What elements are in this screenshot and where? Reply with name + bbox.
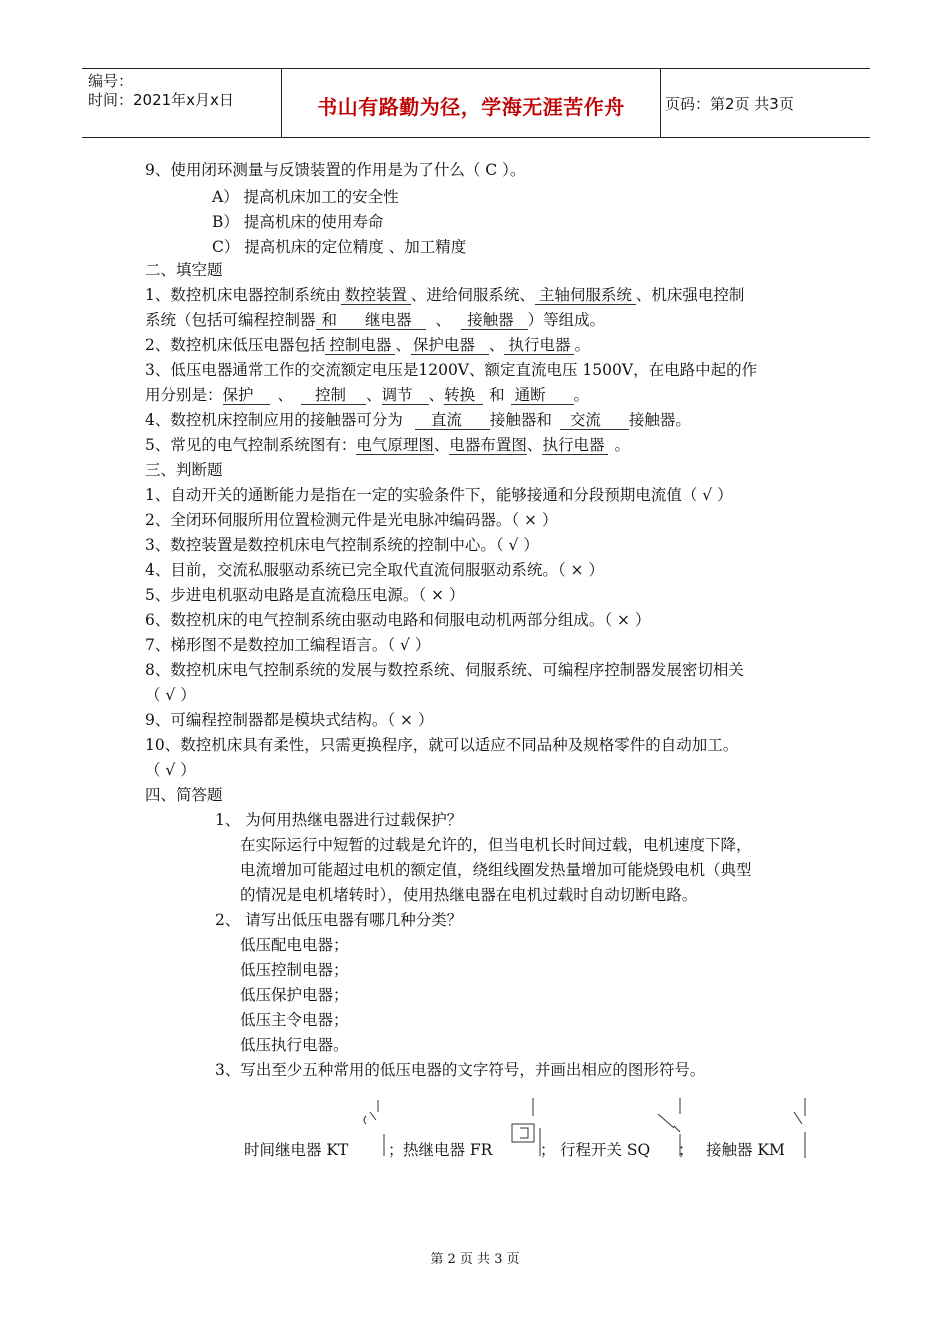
answer-blank: 转换	[444, 386, 483, 405]
answer-blank: 执行电器	[542, 436, 608, 455]
symbol-separator: ；	[388, 1141, 404, 1159]
thermal-relay-symbol	[512, 1098, 540, 1156]
symbol-label-contactor: 接触器 KM	[706, 1141, 785, 1159]
contactor-symbol	[794, 1098, 805, 1158]
option-a: A） 提高机床加工的安全性	[212, 188, 399, 206]
judge-item: 1、自动开关的通断能力是指在一定的实验条件下，能够接通和分段预期电流值（ √ ）	[145, 486, 733, 504]
text: 系统（包括可编程控制器	[145, 311, 316, 329]
answer-blank: 控制电器	[325, 336, 395, 355]
option-c: C） 提高机床的定位精度 、加工精度	[212, 238, 467, 256]
limit-switch-symbol	[658, 1098, 680, 1156]
answer-blank: 数控装置	[341, 286, 411, 305]
judge-item: 10、数控机床具有柔性，只需更换程序，就可以适应不同品种及规格零件的自动加工。	[145, 736, 739, 754]
answer-blank: 交流	[560, 411, 629, 430]
symbol-separator: ；	[540, 1141, 556, 1159]
text: 、	[526, 436, 543, 454]
judge-item: 7、梯形图不是数控加工编程语言。（ √ ）	[145, 636, 431, 654]
short-question-2: 2、 请写出低压电器有哪几种分类？	[215, 911, 463, 929]
judge-item: 4、目前，交流私服驱动系统已完全取代直流伺服驱动系统。（ × ）	[145, 561, 604, 579]
text: 、机床强电控制	[635, 286, 745, 304]
fill-line-1	[145, 285, 744, 305]
time-label: 时间：2021年x月x日	[88, 91, 234, 109]
symbol-separator: ；	[678, 1141, 694, 1159]
judge-item: 5、步进电机驱动电路是直流稳压电源。（ × ）	[145, 586, 465, 604]
answer-blank: 直流	[415, 411, 490, 430]
text: 、	[366, 386, 382, 404]
answer-blank: 保护	[223, 386, 270, 405]
fill-heading: 二、填空题	[145, 261, 223, 279]
judge-item: 6、数控机床的电气控制系统由驱动电路和伺服电动机两部分组成。（ × ）	[145, 611, 651, 629]
page-footer: 第 2 页 共 3 页	[430, 1252, 520, 1267]
number-label: 编号：	[88, 72, 134, 90]
fill-line-5	[145, 385, 589, 405]
text: 、	[277, 386, 294, 404]
answer-line: 低压执行电器。	[240, 1036, 349, 1054]
text: 1、数控机床电器控制系统由	[145, 286, 341, 304]
answer-line: 在实际运行中短暂的过载是允许的，但当电机长时间过载，电机速度下降，	[240, 836, 752, 854]
answer-blank: 调节	[382, 386, 429, 405]
fill-line-7	[145, 435, 630, 455]
text: 。	[573, 386, 590, 404]
fill-line-2	[145, 310, 605, 330]
text: 4、数控机床控制应用的接触器可分为	[145, 411, 403, 429]
text: 、进给伺服系统、	[410, 286, 535, 304]
fill-line-4: 3、低压电器通常工作的交流额定电压是1200V、额定直流电压 1500V，在电路中起的作	[145, 361, 758, 379]
answer-line: 低压配电电器；	[240, 936, 349, 954]
text: 和	[489, 386, 505, 404]
question-9: 9、使用闭环测量与反馈装置的作用是为了什么（ C ）。	[145, 161, 526, 179]
header-left-cell	[82, 69, 280, 137]
answer-blank: 和	[316, 311, 344, 330]
option-b: B） 提高机床的使用寿命	[212, 213, 384, 231]
judge-item: 2、全闭环伺服所用位置检测元件是光电脉冲编码器。（ × ）	[145, 511, 558, 529]
answer-blank: 通断	[511, 386, 574, 405]
answer-line: 低压控制电器；	[240, 961, 349, 979]
judge-item: 8、数控机床电气控制系统的发展与数控系统、伺服系统、可编程序控制器发展密切相关	[145, 661, 744, 679]
symbol-label-time-relay: 时间继电器 KT	[244, 1141, 349, 1159]
answer-blank: 电器布置图	[449, 436, 527, 454]
text: 、	[435, 311, 452, 329]
fill-line-3	[145, 335, 590, 355]
answer-blank: 保护电器	[411, 336, 489, 355]
text: 2、数控机床低压电器包括	[145, 336, 326, 354]
answer-blank: 继电器	[343, 311, 426, 330]
text: 用分别是：	[145, 386, 223, 404]
answer-line: 低压保护电器；	[240, 986, 349, 1004]
answer-blank: 主轴伺服系统	[535, 286, 636, 305]
time-relay-symbol	[364, 1100, 384, 1156]
judge-item: 3、数控装置是数控机床电气控制系统的控制中心。（ √ ）	[145, 536, 539, 554]
answer-line: 低压主令电器；	[240, 1011, 349, 1029]
text: 、	[433, 436, 450, 454]
answer-blank: 电气原理图	[356, 436, 434, 454]
text: 。	[574, 336, 590, 354]
text: 接触器。	[628, 411, 691, 429]
text: 、	[428, 386, 445, 404]
fill-line-6	[145, 410, 691, 430]
answer-blank: 接触器	[461, 311, 528, 330]
symbol-label-thermal-relay: 热继电器 FR	[403, 1141, 493, 1159]
page-info: 页码：第2页 共3页	[665, 95, 794, 113]
judge-item: 9、可编程控制器都是模块式结构。（ × ）	[145, 711, 434, 729]
text: 接触器和	[489, 411, 552, 429]
text: ）等组成。	[527, 311, 606, 329]
answer-blank: 控制	[301, 386, 366, 405]
judge-item: （ √ ）	[145, 761, 196, 779]
text: 5、常见的电气控制系统图有：	[145, 436, 357, 454]
short-heading: 四、简答题	[145, 786, 223, 804]
text: 。	[614, 436, 630, 454]
answer-line: 电流增加可能超过电机的额定值，绕组线圈发热量增加可能烧毁电机（典型	[240, 861, 752, 879]
page-header	[82, 68, 870, 138]
judge-item: （ √ ）	[145, 686, 196, 704]
short-question-3: 3、写出至少五种常用的低压电器的文字符号，并画出相应的图形符号。	[215, 1061, 706, 1079]
text: 、	[488, 336, 505, 354]
motto: 书山有路勤为径，学海无涯苦作舟	[317, 95, 625, 119]
answer-blank: 执行电器	[504, 336, 574, 355]
header-middle-cell	[281, 69, 661, 137]
answer-line: 的情况是电机堵转时），使用热继电器在电机过载时自动切断电路。	[240, 886, 698, 904]
judge-heading: 三、判断题	[145, 461, 223, 479]
symbol-label-limit-switch: 行程开关 SQ	[560, 1141, 651, 1159]
short-question-1: 1、 为何用热继电器进行过载保护？	[215, 811, 463, 829]
text: 、	[395, 336, 411, 354]
